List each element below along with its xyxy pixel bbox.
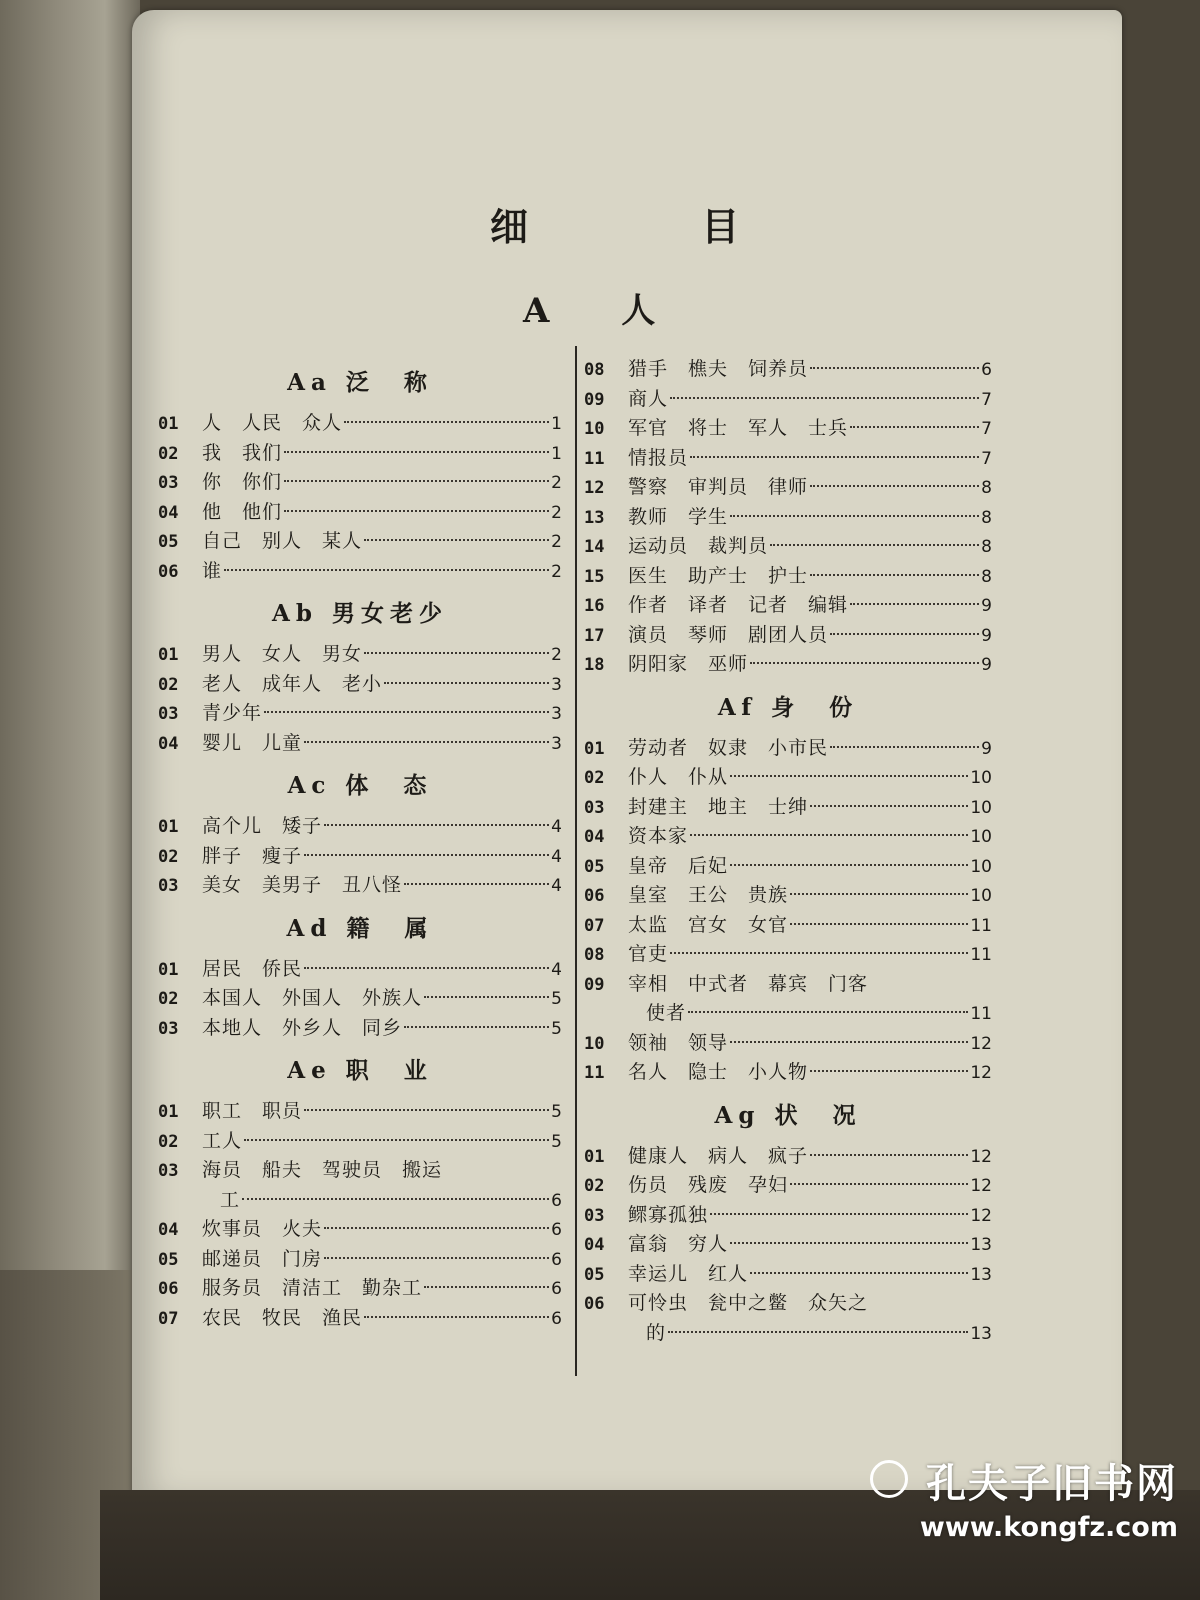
entry-number: 02	[584, 1176, 605, 1196]
entry-page-number: 10	[970, 797, 992, 818]
entry-terms: 太监 宫女 女官	[628, 913, 789, 936]
entry-number: 08	[584, 945, 605, 965]
entry-page-number: 1	[551, 414, 562, 434]
dot-leader	[750, 1272, 968, 1274]
entry-terms: 资本家	[628, 825, 689, 847]
entry-terms: 教师 学生	[628, 505, 729, 528]
entry-number: 03	[158, 876, 179, 896]
dot-leader	[730, 1242, 968, 1244]
entry-page-number: 8	[981, 566, 992, 587]
entry-number: 05	[584, 1264, 605, 1285]
dot-leader	[850, 426, 979, 428]
index-entry	[584, 1201, 992, 1231]
entry-number: 14	[584, 537, 605, 557]
index-entry	[158, 527, 562, 557]
entry-terms: 我 我们	[202, 441, 283, 464]
entry-terms: 工人	[202, 1129, 243, 1152]
entry-terms: 情报员	[628, 446, 689, 469]
dot-leader	[304, 854, 549, 856]
page-title: 细 目	[490, 204, 820, 249]
entry-number: 04	[158, 1220, 179, 1240]
dot-leader	[730, 515, 979, 517]
dot-leader	[850, 603, 979, 605]
entry-terms: 皇室 王公 贵族	[628, 884, 789, 906]
dot-leader	[304, 741, 549, 743]
entry-terms: 鳏寡孤独	[628, 1203, 709, 1226]
dot-leader	[668, 1331, 968, 1333]
entry-page-number: 5	[551, 989, 562, 1009]
dot-leader	[670, 952, 968, 954]
dot-leader	[730, 775, 968, 777]
entry-number: 03	[158, 1161, 179, 1181]
index-entry	[584, 532, 992, 562]
index-entry	[158, 871, 562, 901]
index-entry	[584, 385, 992, 415]
entry-page-number: 4	[551, 817, 562, 837]
dot-leader	[424, 996, 549, 998]
entry-number: 05	[584, 856, 605, 877]
entry-terms: 美女 美男子 丑八怪	[202, 874, 403, 896]
entry-page-number: 3	[551, 733, 562, 754]
index-entry	[584, 734, 992, 764]
entry-terms: 婴儿 儿童	[202, 731, 303, 754]
entry-number: 07	[158, 1308, 179, 1329]
entry-number: 04	[584, 1235, 605, 1255]
index-entry	[584, 503, 992, 533]
entry-number: 18	[584, 655, 605, 675]
entry-page-number: 2	[551, 502, 562, 523]
index-entry	[158, 409, 562, 439]
entry-page-number: 10	[970, 856, 992, 877]
entry-number: 04	[158, 502, 179, 523]
entry-terms: 富翁 穷人	[628, 1233, 729, 1255]
entry-page-number: 4	[551, 846, 562, 867]
entry-number: 17	[584, 625, 605, 646]
index-entry	[584, 1289, 992, 1319]
dot-leader	[830, 746, 979, 748]
entry-terms: 本地人 外乡人 同乡	[202, 1016, 403, 1039]
entry-terms: 使者	[646, 1002, 687, 1024]
entry-terms: 老人 成年人 老小	[202, 672, 383, 695]
entry-page-number: 6	[551, 1279, 562, 1299]
dot-leader	[790, 923, 968, 925]
dot-leader	[810, 1154, 968, 1156]
index-entry	[584, 822, 992, 852]
entry-number: 01	[158, 414, 179, 434]
left-page-edge	[0, 0, 140, 1600]
entry-number: 04	[158, 733, 179, 754]
entry-page-number: 9	[981, 625, 992, 646]
watermark	[870, 1452, 1190, 1572]
entry-page-number: 6	[551, 1308, 562, 1329]
entry-page-number: 11	[970, 915, 992, 936]
index-entry	[158, 1245, 562, 1275]
entry-terms: 作者 译者 记者 编辑	[628, 594, 849, 616]
dot-leader	[810, 367, 979, 369]
index-entry	[158, 468, 562, 498]
entry-number: 10	[584, 1033, 605, 1054]
dot-leader	[810, 1070, 968, 1072]
entry-number: 09	[584, 389, 605, 410]
dot-leader	[730, 1041, 968, 1043]
entry-page-number: 10	[970, 768, 992, 788]
entry-number: 02	[584, 768, 605, 788]
entry-page-number: 12	[970, 1063, 992, 1083]
entry-terms: 服务员 清洁工 勤杂工	[202, 1277, 423, 1299]
dot-leader	[324, 1227, 549, 1229]
index-entry	[158, 1274, 562, 1304]
entry-terms: 仆人 仆从	[628, 766, 729, 788]
entry-number: 05	[158, 532, 179, 552]
entry-terms: 运动员 裁判员	[628, 535, 769, 557]
group-heading: Ag 状 况	[714, 1101, 862, 1129]
dot-leader	[690, 456, 979, 458]
dot-leader	[830, 633, 979, 635]
entry-number: 06	[584, 1294, 605, 1314]
dot-leader	[304, 1109, 549, 1111]
entry-terms: 幸运儿 红人	[628, 1262, 749, 1285]
index-entry	[158, 812, 562, 842]
left-column	[158, 355, 562, 1333]
entry-number: 15	[584, 566, 605, 587]
dot-leader	[404, 1026, 549, 1028]
entry-terms: 官吏	[628, 943, 669, 965]
entry-page-number: 4	[551, 876, 562, 896]
index-entry	[584, 1142, 992, 1172]
entry-terms: 医生 助产士 护士	[628, 564, 809, 587]
entry-terms: 海员 船夫 驾驶员 搬运	[202, 1159, 443, 1181]
index-entry	[158, 439, 562, 469]
entry-terms: 封建主 地主 士绅	[628, 795, 809, 818]
dot-leader	[810, 485, 979, 487]
entry-page-number: 4	[551, 959, 562, 980]
entry-page-number: 9	[981, 738, 992, 759]
dot-leader	[324, 824, 549, 826]
dot-leader	[790, 893, 968, 895]
entry-page-number: 12	[970, 1205, 992, 1226]
index-entry	[158, 955, 562, 985]
entry-number: 05	[158, 1249, 179, 1270]
column-divider	[575, 346, 577, 1376]
index-entry	[584, 852, 992, 882]
entry-page-number: 7	[981, 419, 992, 439]
entry-number: 02	[158, 989, 179, 1009]
entry-page-number: 7	[981, 389, 992, 410]
dot-leader	[284, 451, 549, 453]
entry-number: 09	[584, 974, 605, 995]
index-entry	[158, 1215, 562, 1245]
dot-leader	[224, 569, 549, 571]
entry-terms: 居民 侨民	[202, 957, 303, 980]
entry-number: 13	[584, 507, 605, 528]
group-heading: Ab 男女老少	[272, 600, 448, 627]
entry-terms: 可怜虫 瓮中之鳖 众矢之	[628, 1292, 869, 1314]
entry-page-number: 10	[970, 886, 992, 906]
index-entry	[158, 984, 562, 1014]
entry-number: 02	[158, 674, 179, 695]
dot-leader	[424, 1286, 549, 1288]
entry-page-number: 2	[551, 561, 562, 582]
dot-leader	[810, 574, 979, 576]
index-entry	[584, 1171, 992, 1201]
index-entry	[584, 650, 992, 680]
entry-terms: 健康人 病人 疯子	[628, 1144, 809, 1167]
entry-terms: 名人 隐士 小人物	[628, 1061, 809, 1083]
entry-page-number: 13	[970, 1264, 992, 1285]
dot-leader	[284, 480, 549, 482]
dot-leader	[404, 883, 549, 885]
dot-leader	[284, 510, 549, 512]
index-entry	[158, 842, 562, 872]
right-column	[584, 355, 992, 1348]
dot-leader	[710, 1213, 968, 1215]
entry-page-number: 11	[970, 945, 992, 965]
watermark-text: 孔夫子旧书网	[926, 1461, 1178, 1507]
entry-terms: 劳动者 奴隶 小市民	[628, 736, 829, 759]
entry-page-number: 3	[551, 704, 562, 724]
index-entry	[158, 1156, 562, 1186]
entry-terms: 谁	[202, 559, 223, 582]
entry-page-number: 5	[551, 1131, 562, 1152]
entry-number: 02	[158, 443, 179, 464]
dot-leader	[264, 711, 549, 713]
entry-page-number: 1	[551, 443, 562, 464]
entry-page-number: 9	[981, 655, 992, 675]
index-entry	[584, 621, 992, 651]
entry-page-number: 3	[551, 674, 562, 695]
dot-leader	[688, 1011, 968, 1013]
entry-number: 06	[158, 561, 179, 582]
entry-page-number: 7	[981, 448, 992, 469]
entry-number: 03	[584, 797, 605, 818]
index-entry	[584, 911, 992, 941]
entry-number: 01	[158, 645, 179, 665]
entry-page-number: 5	[551, 1018, 562, 1039]
entry-number: 02	[158, 1131, 179, 1152]
entry-number: 16	[584, 596, 605, 616]
entry-number: 11	[584, 448, 605, 469]
dot-leader	[790, 1183, 968, 1185]
dot-leader	[304, 967, 549, 969]
entry-terms: 工	[220, 1188, 241, 1211]
entry-number: 03	[158, 473, 179, 493]
index-entry	[584, 591, 992, 621]
entry-page-number: 12	[970, 1033, 992, 1054]
entry-page-number: 2	[551, 473, 562, 493]
entry-page-number: 6	[981, 360, 992, 380]
entry-number: 08	[584, 360, 605, 380]
entry-number: 01	[584, 738, 605, 759]
dot-leader	[810, 805, 968, 807]
entry-terms: 邮递员 门房	[202, 1247, 323, 1270]
index-entry	[584, 940, 992, 970]
entry-terms: 农民 牧民 渔民	[202, 1306, 363, 1329]
index-entry	[584, 1260, 992, 1290]
entry-number: 01	[158, 959, 179, 980]
entry-page-number: 8	[981, 507, 992, 528]
entry-terms: 的	[646, 1321, 667, 1344]
entry-terms: 阴阳家 巫师	[628, 653, 749, 675]
dot-leader	[364, 1316, 549, 1318]
entry-terms: 人 人民 众人	[202, 412, 343, 434]
group-heading: Af 身 份	[717, 693, 859, 721]
group-heading: Ac 体 态	[287, 772, 433, 799]
entry-terms: 他 他们	[202, 500, 283, 523]
index-entry	[584, 1029, 992, 1059]
index-entry	[158, 498, 562, 528]
index-entry	[584, 562, 992, 592]
entry-page-number: 10	[970, 827, 992, 847]
entry-terms: 胖子 瘦子	[202, 844, 303, 867]
index-entry	[584, 414, 992, 444]
entry-page-number: 13	[970, 1235, 992, 1255]
entry-terms: 军官 将士 军人 士兵	[628, 417, 849, 439]
index-entry	[158, 1097, 562, 1127]
dot-leader	[364, 539, 549, 541]
entry-page-number: 12	[970, 1176, 992, 1196]
index-entry	[584, 970, 992, 1000]
group-heading: Ae 职 业	[287, 1057, 433, 1084]
entry-terms: 自己 别人 某人	[202, 530, 363, 552]
entry-terms: 青少年	[202, 702, 263, 724]
entry-number: 01	[158, 817, 179, 837]
entry-number: 01	[158, 1102, 179, 1122]
entry-number: 11	[584, 1063, 605, 1083]
index-entry	[158, 699, 562, 729]
entry-terms: 你 你们	[202, 471, 283, 493]
group-heading: Aa 泛 称	[287, 369, 433, 396]
entry-terms: 演员 琴师 剧团人员	[628, 623, 829, 646]
index-entry	[584, 881, 992, 911]
dot-leader	[242, 1198, 549, 1200]
watermark-url: www.kongfz.com	[919, 1512, 1178, 1543]
entry-terms: 领袖 领导	[628, 1031, 729, 1054]
entry-page-number: 2	[551, 645, 562, 665]
entry-number: 03	[584, 1205, 605, 1226]
entry-terms: 男人 女人 男女	[202, 643, 363, 665]
index-entry	[158, 1014, 562, 1044]
entry-page-number: 11	[970, 1004, 992, 1024]
entry-page-number: 12	[970, 1146, 992, 1167]
entry-number: 06	[584, 886, 605, 906]
entry-terms: 职工 职员	[202, 1100, 303, 1122]
index-entry	[158, 670, 562, 700]
dot-leader	[244, 1139, 549, 1141]
dot-leader	[364, 652, 549, 654]
index-entry	[584, 999, 992, 1029]
group-heading: Ad 籍 属	[286, 914, 434, 942]
entry-number: 06	[158, 1279, 179, 1299]
dot-leader	[324, 1257, 549, 1259]
entry-terms: 警察 审判员 律师	[628, 476, 809, 498]
entry-page-number: 5	[551, 1102, 562, 1122]
entry-terms: 宰相 中式者 幕宾 门客	[628, 972, 869, 995]
index-entry	[158, 640, 562, 670]
entry-terms: 商人	[628, 387, 669, 410]
entry-number: 07	[584, 915, 605, 936]
entry-terms: 炊事员 火夫	[202, 1218, 323, 1240]
entry-number: 10	[584, 419, 605, 439]
entry-terms: 本国人 外国人 外族人	[202, 987, 423, 1009]
index-entry	[584, 1319, 992, 1349]
entry-terms: 猎手 樵夫 饲养员	[628, 358, 809, 380]
entry-terms: 伤员 残废 孕妇	[628, 1174, 789, 1196]
index-entry	[158, 729, 562, 759]
entry-number: 12	[584, 478, 605, 498]
dot-leader	[690, 834, 968, 836]
dot-leader	[384, 682, 549, 684]
entry-page-number: 6	[551, 1190, 562, 1211]
entry-number: 01	[584, 1146, 605, 1167]
entry-number: 03	[158, 704, 179, 724]
entry-page-number: 9	[981, 596, 992, 616]
dot-leader	[770, 544, 979, 546]
entry-number: 04	[584, 827, 605, 847]
entry-page-number: 8	[981, 537, 992, 557]
entry-number: 03	[158, 1018, 179, 1039]
entry-page-number: 13	[970, 1323, 992, 1344]
entry-page-number: 2	[551, 532, 562, 552]
index-entry	[158, 1127, 562, 1157]
index-entry	[584, 1058, 992, 1088]
entry-page-number: 6	[551, 1249, 562, 1270]
entry-page-number: 6	[551, 1220, 562, 1240]
index-entry	[584, 473, 992, 503]
dot-leader	[750, 662, 979, 664]
index-entry	[584, 793, 992, 823]
index-entry	[584, 444, 992, 474]
index-entry	[158, 1304, 562, 1334]
index-entry	[158, 557, 562, 587]
dot-leader	[670, 397, 979, 399]
entry-page-number: 8	[981, 478, 992, 498]
entry-number: 02	[158, 846, 179, 867]
entry-terms: 高个儿 矮子	[202, 815, 323, 837]
section-title: A 人	[523, 291, 686, 331]
index-entry	[584, 355, 992, 385]
watermark-logo-icon	[870, 1460, 908, 1498]
index-entry	[584, 1230, 992, 1260]
dot-leader	[730, 864, 968, 866]
dot-leader	[344, 421, 549, 423]
index-entry	[158, 1186, 562, 1216]
index-entry	[584, 763, 992, 793]
entry-terms: 皇帝 后妃	[628, 854, 729, 877]
